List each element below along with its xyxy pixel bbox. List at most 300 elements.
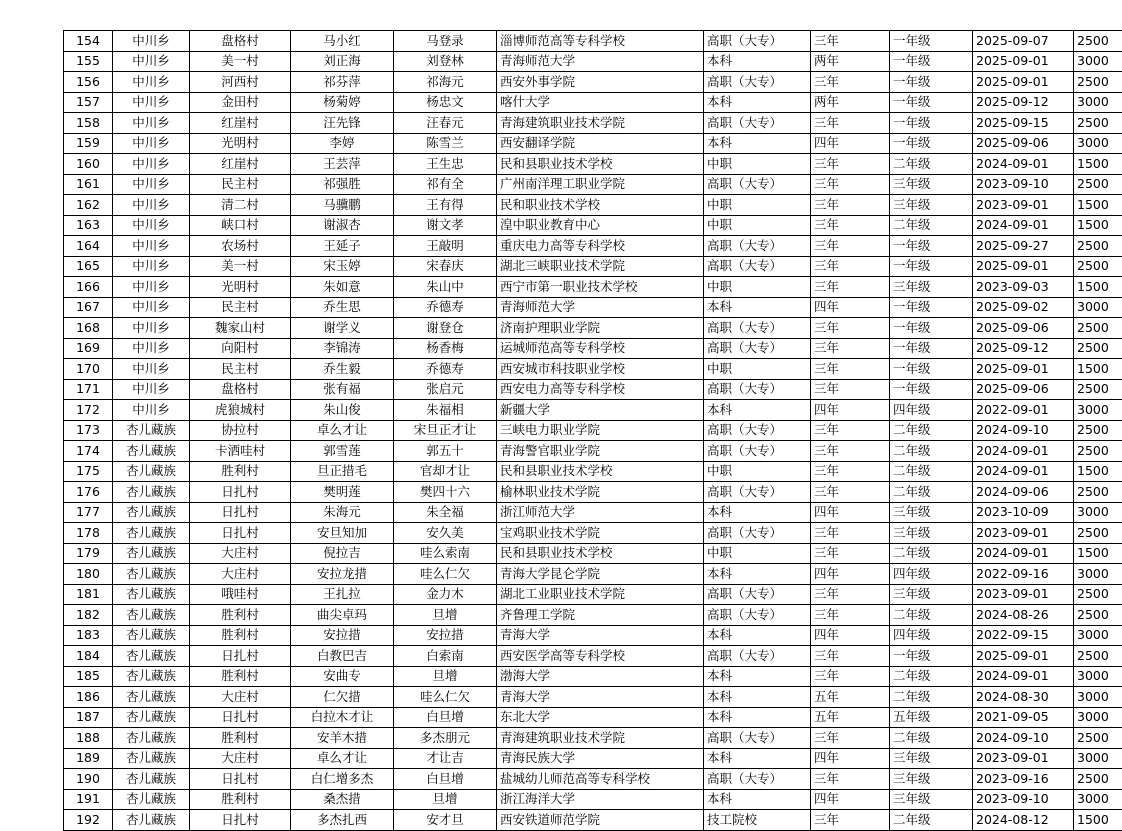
table-row bbox=[64, 707, 1122, 728]
cell-enrollment-date: 2024-09-01 bbox=[973, 441, 1074, 462]
cell-education-level: 本科 bbox=[704, 707, 811, 728]
cell-enrollment-date: 2022-09-01 bbox=[973, 400, 1074, 421]
cell-town: 中川乡 bbox=[113, 92, 190, 113]
cell-index: 176 bbox=[64, 482, 113, 503]
cell-town: 中川乡 bbox=[113, 359, 190, 380]
cell-subsidy-amount: 2500 bbox=[1074, 72, 1122, 93]
cell-guardian-name: 安才旦 bbox=[394, 810, 497, 831]
cell-index: 170 bbox=[64, 359, 113, 380]
cell-town: 中川乡 bbox=[113, 113, 190, 134]
cell-village: 胜利村 bbox=[190, 461, 291, 482]
table-row bbox=[64, 502, 1122, 523]
cell-enrollment-date: 2024-09-01 bbox=[973, 461, 1074, 482]
cell-index: 182 bbox=[64, 605, 113, 626]
cell-program-length: 三年 bbox=[811, 543, 890, 564]
cell-grade: 二年级 bbox=[890, 215, 973, 236]
cell-student-name: 王扎拉 bbox=[291, 584, 394, 605]
cell-program-length: 三年 bbox=[811, 215, 890, 236]
cell-guardian-name: 谢文孝 bbox=[394, 215, 497, 236]
cell-enrollment-date: 2025-09-06 bbox=[973, 318, 1074, 339]
table-row bbox=[64, 461, 1122, 482]
cell-subsidy-amount: 1500 bbox=[1074, 154, 1122, 175]
cell-index: 159 bbox=[64, 133, 113, 154]
cell-grade: 四年级 bbox=[890, 625, 973, 646]
cell-grade: 二年级 bbox=[890, 461, 973, 482]
cell-town: 杏儿藏族 bbox=[113, 482, 190, 503]
cell-town: 中川乡 bbox=[113, 195, 190, 216]
cell-school: 青海建筑职业技术学院 bbox=[497, 728, 704, 749]
cell-enrollment-date: 2025-09-02 bbox=[973, 297, 1074, 318]
table-row bbox=[64, 359, 1122, 380]
cell-enrollment-date: 2025-09-12 bbox=[973, 338, 1074, 359]
cell-index: 178 bbox=[64, 523, 113, 544]
cell-school: 青海大学昆仑学院 bbox=[497, 564, 704, 585]
cell-education-level: 本科 bbox=[704, 564, 811, 585]
cell-grade: 一年级 bbox=[890, 318, 973, 339]
cell-education-level: 高职（大专） bbox=[704, 236, 811, 257]
cell-village: 日扎村 bbox=[190, 482, 291, 503]
cell-enrollment-date: 2023-09-16 bbox=[973, 769, 1074, 790]
cell-enrollment-date: 2023-09-10 bbox=[973, 789, 1074, 810]
cell-village: 红崖村 bbox=[190, 113, 291, 134]
cell-subsidy-amount: 1500 bbox=[1074, 195, 1122, 216]
cell-grade: 一年级 bbox=[890, 359, 973, 380]
cell-school: 浙江海洋大学 bbox=[497, 789, 704, 810]
cell-education-level: 本科 bbox=[704, 133, 811, 154]
cell-village: 光明村 bbox=[190, 133, 291, 154]
cell-village: 协拉村 bbox=[190, 420, 291, 441]
cell-program-length: 三年 bbox=[811, 769, 890, 790]
cell-guardian-name: 郭五十 bbox=[394, 441, 497, 462]
table-row bbox=[64, 215, 1122, 236]
cell-town: 中川乡 bbox=[113, 379, 190, 400]
cell-guardian-name: 多杰朋元 bbox=[394, 728, 497, 749]
cell-education-level: 本科 bbox=[704, 625, 811, 646]
cell-village: 日扎村 bbox=[190, 523, 291, 544]
cell-subsidy-amount: 2500 bbox=[1074, 523, 1122, 544]
cell-index: 160 bbox=[64, 154, 113, 175]
cell-school: 济南护理职业学院 bbox=[497, 318, 704, 339]
cell-program-length: 四年 bbox=[811, 625, 890, 646]
cell-grade: 一年级 bbox=[890, 646, 973, 667]
cell-subsidy-amount: 1500 bbox=[1074, 461, 1122, 482]
cell-index: 190 bbox=[64, 769, 113, 790]
cell-village: 日扎村 bbox=[190, 646, 291, 667]
cell-subsidy-amount: 2500 bbox=[1074, 338, 1122, 359]
table-row bbox=[64, 338, 1122, 359]
cell-program-length: 四年 bbox=[811, 564, 890, 585]
cell-subsidy-amount: 3000 bbox=[1074, 666, 1122, 687]
cell-subsidy-amount: 3000 bbox=[1074, 92, 1122, 113]
cell-town: 杏儿藏族 bbox=[113, 461, 190, 482]
cell-grade: 一年级 bbox=[890, 72, 973, 93]
cell-student-name: 马骥鹏 bbox=[291, 195, 394, 216]
cell-student-name: 祁强胜 bbox=[291, 174, 394, 195]
cell-enrollment-date: 2023-09-01 bbox=[973, 748, 1074, 769]
cell-subsidy-amount: 2500 bbox=[1074, 441, 1122, 462]
cell-guardian-name: 白旦增 bbox=[394, 769, 497, 790]
cell-index: 181 bbox=[64, 584, 113, 605]
cell-school: 民和县职业技术学校 bbox=[497, 543, 704, 564]
cell-village: 金田村 bbox=[190, 92, 291, 113]
cell-town: 中川乡 bbox=[113, 154, 190, 175]
cell-grade: 一年级 bbox=[890, 31, 973, 52]
cell-program-length: 三年 bbox=[811, 646, 890, 667]
cell-school: 盐城幼儿师范高等专科学校 bbox=[497, 769, 704, 790]
cell-enrollment-date: 2025-09-27 bbox=[973, 236, 1074, 257]
cell-village: 美一村 bbox=[190, 51, 291, 72]
cell-enrollment-date: 2025-09-12 bbox=[973, 92, 1074, 113]
cell-program-length: 三年 bbox=[811, 482, 890, 503]
cell-village: 大庄村 bbox=[190, 543, 291, 564]
cell-village: 大庄村 bbox=[190, 748, 291, 769]
cell-school: 榆林职业技术学院 bbox=[497, 482, 704, 503]
table-row bbox=[64, 420, 1122, 441]
cell-education-level: 中职 bbox=[704, 195, 811, 216]
cell-index: 155 bbox=[64, 51, 113, 72]
cell-village: 日扎村 bbox=[190, 707, 291, 728]
cell-village: 民主村 bbox=[190, 359, 291, 380]
cell-school: 青海师范大学 bbox=[497, 297, 704, 318]
cell-education-level: 高职（大专） bbox=[704, 482, 811, 503]
table-row bbox=[64, 523, 1122, 544]
cell-student-name: 马小红 bbox=[291, 31, 394, 52]
cell-student-name: 安拉措 bbox=[291, 625, 394, 646]
cell-program-length: 三年 bbox=[811, 523, 890, 544]
cell-enrollment-date: 2023-09-10 bbox=[973, 174, 1074, 195]
cell-town: 中川乡 bbox=[113, 133, 190, 154]
cell-student-name: 王芸萍 bbox=[291, 154, 394, 175]
cell-subsidy-amount: 2500 bbox=[1074, 31, 1122, 52]
cell-grade: 一年级 bbox=[890, 133, 973, 154]
cell-index: 162 bbox=[64, 195, 113, 216]
cell-program-length: 三年 bbox=[811, 154, 890, 175]
cell-subsidy-amount: 2500 bbox=[1074, 318, 1122, 339]
cell-education-level: 本科 bbox=[704, 687, 811, 708]
cell-student-name: 李婷 bbox=[291, 133, 394, 154]
table-row bbox=[64, 297, 1122, 318]
table-row bbox=[64, 482, 1122, 503]
cell-subsidy-amount: 3000 bbox=[1074, 51, 1122, 72]
cell-village: 美一村 bbox=[190, 256, 291, 277]
cell-index: 163 bbox=[64, 215, 113, 236]
cell-index: 175 bbox=[64, 461, 113, 482]
cell-guardian-name: 杨忠文 bbox=[394, 92, 497, 113]
cell-town: 杏儿藏族 bbox=[113, 789, 190, 810]
cell-education-level: 高职（大专） bbox=[704, 584, 811, 605]
cell-guardian-name: 马登录 bbox=[394, 31, 497, 52]
cell-index: 186 bbox=[64, 687, 113, 708]
cell-student-name: 旦正措毛 bbox=[291, 461, 394, 482]
cell-town: 中川乡 bbox=[113, 338, 190, 359]
cell-village: 胜利村 bbox=[190, 728, 291, 749]
table-row bbox=[64, 605, 1122, 626]
cell-village: 向阳村 bbox=[190, 338, 291, 359]
cell-subsidy-amount: 3000 bbox=[1074, 687, 1122, 708]
cell-guardian-name: 祁有全 bbox=[394, 174, 497, 195]
cell-index: 183 bbox=[64, 625, 113, 646]
cell-education-level: 中职 bbox=[704, 461, 811, 482]
cell-subsidy-amount: 2500 bbox=[1074, 113, 1122, 134]
cell-guardian-name: 哇么仁欠 bbox=[394, 687, 497, 708]
cell-enrollment-date: 2023-09-01 bbox=[973, 523, 1074, 544]
table-row bbox=[64, 543, 1122, 564]
cell-town: 杏儿藏族 bbox=[113, 625, 190, 646]
cell-education-level: 本科 bbox=[704, 400, 811, 421]
cell-student-name: 谢学义 bbox=[291, 318, 394, 339]
cell-education-level: 高职（大专） bbox=[704, 256, 811, 277]
cell-student-name: 倪拉吉 bbox=[291, 543, 394, 564]
cell-index: 172 bbox=[64, 400, 113, 421]
cell-education-level: 高职（大专） bbox=[704, 441, 811, 462]
cell-town: 杏儿藏族 bbox=[113, 646, 190, 667]
cell-village: 大庄村 bbox=[190, 687, 291, 708]
cell-enrollment-date: 2025-09-06 bbox=[973, 133, 1074, 154]
cell-school: 新疆大学 bbox=[497, 400, 704, 421]
cell-school: 西安外事学院 bbox=[497, 72, 704, 93]
cell-student-name: 朱海元 bbox=[291, 502, 394, 523]
cell-guardian-name: 宋春庆 bbox=[394, 256, 497, 277]
cell-program-length: 四年 bbox=[811, 748, 890, 769]
cell-student-name: 安曲专 bbox=[291, 666, 394, 687]
cell-enrollment-date: 2025-09-15 bbox=[973, 113, 1074, 134]
cell-subsidy-amount: 3000 bbox=[1074, 133, 1122, 154]
cell-school: 重庆电力高等专科学校 bbox=[497, 236, 704, 257]
cell-enrollment-date: 2025-09-01 bbox=[973, 51, 1074, 72]
cell-subsidy-amount: 2500 bbox=[1074, 646, 1122, 667]
cell-enrollment-date: 2025-09-07 bbox=[973, 31, 1074, 52]
cell-guardian-name: 朱全福 bbox=[394, 502, 497, 523]
cell-education-level: 本科 bbox=[704, 666, 811, 687]
cell-grade: 三年级 bbox=[890, 769, 973, 790]
cell-grade: 一年级 bbox=[890, 379, 973, 400]
table-row bbox=[64, 72, 1122, 93]
cell-education-level: 高职（大专） bbox=[704, 72, 811, 93]
table-row bbox=[64, 31, 1122, 52]
cell-grade: 二年级 bbox=[890, 666, 973, 687]
cell-enrollment-date: 2024-09-01 bbox=[973, 215, 1074, 236]
cell-index: 177 bbox=[64, 502, 113, 523]
cell-guardian-name: 祁海元 bbox=[394, 72, 497, 93]
cell-enrollment-date: 2025-09-01 bbox=[973, 359, 1074, 380]
table-row bbox=[64, 769, 1122, 790]
cell-town: 中川乡 bbox=[113, 215, 190, 236]
cell-school: 西安城市科技职业学校 bbox=[497, 359, 704, 380]
cell-education-level: 本科 bbox=[704, 502, 811, 523]
roster-sheet bbox=[63, 30, 1060, 831]
cell-town: 中川乡 bbox=[113, 297, 190, 318]
cell-enrollment-date: 2025-09-01 bbox=[973, 646, 1074, 667]
cell-index: 191 bbox=[64, 789, 113, 810]
cell-village: 红崖村 bbox=[190, 154, 291, 175]
cell-grade: 二年级 bbox=[890, 728, 973, 749]
cell-program-length: 三年 bbox=[811, 584, 890, 605]
cell-subsidy-amount: 3000 bbox=[1074, 748, 1122, 769]
cell-school: 宝鸡职业技术学院 bbox=[497, 523, 704, 544]
cell-guardian-name: 旦增 bbox=[394, 789, 497, 810]
cell-grade: 三年级 bbox=[890, 584, 973, 605]
cell-enrollment-date: 2024-09-01 bbox=[973, 666, 1074, 687]
cell-grade: 一年级 bbox=[890, 113, 973, 134]
cell-education-level: 高职（大专） bbox=[704, 420, 811, 441]
cell-index: 164 bbox=[64, 236, 113, 257]
cell-grade: 二年级 bbox=[890, 420, 973, 441]
cell-program-length: 三年 bbox=[811, 195, 890, 216]
cell-guardian-name: 乔德寿 bbox=[394, 297, 497, 318]
cell-school: 西安翻译学院 bbox=[497, 133, 704, 154]
cell-enrollment-date: 2024-09-01 bbox=[973, 154, 1074, 175]
cell-education-level: 本科 bbox=[704, 748, 811, 769]
cell-subsidy-amount: 2500 bbox=[1074, 728, 1122, 749]
cell-subsidy-amount: 2500 bbox=[1074, 420, 1122, 441]
cell-school: 西安铁道师范学院 bbox=[497, 810, 704, 831]
cell-grade: 一年级 bbox=[890, 256, 973, 277]
cell-school: 青海民族大学 bbox=[497, 748, 704, 769]
cell-subsidy-amount: 3000 bbox=[1074, 707, 1122, 728]
cell-program-length: 三年 bbox=[811, 420, 890, 441]
cell-program-length: 三年 bbox=[811, 728, 890, 749]
cell-education-level: 高职（大专） bbox=[704, 769, 811, 790]
cell-town: 杏儿藏族 bbox=[113, 523, 190, 544]
cell-enrollment-date: 2021-09-05 bbox=[973, 707, 1074, 728]
cell-school: 青海师范大学 bbox=[497, 51, 704, 72]
cell-index: 173 bbox=[64, 420, 113, 441]
cell-program-length: 四年 bbox=[811, 400, 890, 421]
cell-index: 165 bbox=[64, 256, 113, 277]
cell-program-length: 五年 bbox=[811, 687, 890, 708]
cell-subsidy-amount: 1500 bbox=[1074, 215, 1122, 236]
cell-school: 淄博师范高等专科学校 bbox=[497, 31, 704, 52]
cell-town: 杏儿藏族 bbox=[113, 584, 190, 605]
cell-subsidy-amount: 2500 bbox=[1074, 379, 1122, 400]
cell-village: 胜利村 bbox=[190, 605, 291, 626]
table-row bbox=[64, 625, 1122, 646]
cell-guardian-name: 旦增 bbox=[394, 666, 497, 687]
cell-subsidy-amount: 2500 bbox=[1074, 482, 1122, 503]
cell-guardian-name: 宋旦正才让 bbox=[394, 420, 497, 441]
cell-grade: 三年级 bbox=[890, 195, 973, 216]
cell-town: 杏儿藏族 bbox=[113, 666, 190, 687]
cell-index: 180 bbox=[64, 564, 113, 585]
cell-enrollment-date: 2024-09-10 bbox=[973, 420, 1074, 441]
cell-village: 卡洒哇村 bbox=[190, 441, 291, 462]
cell-enrollment-date: 2024-08-26 bbox=[973, 605, 1074, 626]
cell-grade: 三年级 bbox=[890, 277, 973, 298]
cell-village: 日扎村 bbox=[190, 810, 291, 831]
cell-enrollment-date: 2024-08-30 bbox=[973, 687, 1074, 708]
cell-village: 日扎村 bbox=[190, 502, 291, 523]
cell-town: 杏儿藏族 bbox=[113, 769, 190, 790]
cell-subsidy-amount: 2500 bbox=[1074, 256, 1122, 277]
cell-town: 中川乡 bbox=[113, 277, 190, 298]
cell-student-name: 郭雪莲 bbox=[291, 441, 394, 462]
cell-town: 杏儿藏族 bbox=[113, 543, 190, 564]
cell-subsidy-amount: 2500 bbox=[1074, 236, 1122, 257]
cell-index: 166 bbox=[64, 277, 113, 298]
cell-education-level: 本科 bbox=[704, 297, 811, 318]
cell-village: 清二村 bbox=[190, 195, 291, 216]
cell-town: 杏儿藏族 bbox=[113, 707, 190, 728]
cell-student-name: 谢淑杏 bbox=[291, 215, 394, 236]
cell-program-length: 三年 bbox=[811, 461, 890, 482]
cell-student-name: 多杰扎西 bbox=[291, 810, 394, 831]
cell-index: 157 bbox=[64, 92, 113, 113]
cell-grade: 五年级 bbox=[890, 707, 973, 728]
cell-student-name: 安旦知加 bbox=[291, 523, 394, 544]
cell-education-level: 本科 bbox=[704, 789, 811, 810]
cell-guardian-name: 白索南 bbox=[394, 646, 497, 667]
cell-student-name: 樊明莲 bbox=[291, 482, 394, 503]
cell-program-length: 三年 bbox=[811, 379, 890, 400]
cell-grade: 三年级 bbox=[890, 174, 973, 195]
cell-student-name: 乔生思 bbox=[291, 297, 394, 318]
cell-guardian-name: 才让吉 bbox=[394, 748, 497, 769]
cell-student-name: 刘正海 bbox=[291, 51, 394, 72]
cell-subsidy-amount: 3000 bbox=[1074, 502, 1122, 523]
cell-town: 杏儿藏族 bbox=[113, 564, 190, 585]
cell-student-name: 宋玉婷 bbox=[291, 256, 394, 277]
cell-grade: 二年级 bbox=[890, 810, 973, 831]
cell-subsidy-amount: 3000 bbox=[1074, 400, 1122, 421]
cell-guardian-name: 王有得 bbox=[394, 195, 497, 216]
cell-program-length: 两年 bbox=[811, 51, 890, 72]
cell-grade: 四年级 bbox=[890, 564, 973, 585]
cell-student-name: 杨菊婷 bbox=[291, 92, 394, 113]
cell-program-length: 三年 bbox=[811, 338, 890, 359]
cell-enrollment-date: 2023-10-09 bbox=[973, 502, 1074, 523]
cell-town: 中川乡 bbox=[113, 318, 190, 339]
cell-education-level: 本科 bbox=[704, 51, 811, 72]
cell-index: 185 bbox=[64, 666, 113, 687]
cell-enrollment-date: 2024-09-06 bbox=[973, 482, 1074, 503]
cell-guardian-name: 王敲明 bbox=[394, 236, 497, 257]
cell-subsidy-amount: 2500 bbox=[1074, 174, 1122, 195]
cell-guardian-name: 谢登仓 bbox=[394, 318, 497, 339]
cell-guardian-name: 旦增 bbox=[394, 605, 497, 626]
table-row bbox=[64, 256, 1122, 277]
cell-village: 胜利村 bbox=[190, 789, 291, 810]
cell-village: 光明村 bbox=[190, 277, 291, 298]
cell-education-level: 高职（大专） bbox=[704, 605, 811, 626]
cell-school: 民和职业技术学校 bbox=[497, 195, 704, 216]
cell-village: 日扎村 bbox=[190, 769, 291, 790]
cell-school: 民和县职业技术学校 bbox=[497, 154, 704, 175]
table-row bbox=[64, 687, 1122, 708]
cell-index: 169 bbox=[64, 338, 113, 359]
table-row bbox=[64, 174, 1122, 195]
cell-grade: 四年级 bbox=[890, 400, 973, 421]
cell-village: 胜利村 bbox=[190, 666, 291, 687]
cell-grade: 一年级 bbox=[890, 92, 973, 113]
cell-grade: 一年级 bbox=[890, 51, 973, 72]
cell-enrollment-date: 2023-09-03 bbox=[973, 277, 1074, 298]
cell-education-level: 技工院校 bbox=[704, 810, 811, 831]
cell-guardian-name: 王生忠 bbox=[394, 154, 497, 175]
cell-school: 青海大学 bbox=[497, 625, 704, 646]
cell-program-length: 四年 bbox=[811, 502, 890, 523]
cell-student-name: 乔生毅 bbox=[291, 359, 394, 380]
table-row bbox=[64, 133, 1122, 154]
cell-index: 184 bbox=[64, 646, 113, 667]
cell-program-length: 三年 bbox=[811, 605, 890, 626]
table-row bbox=[64, 789, 1122, 810]
cell-school: 渤海大学 bbox=[497, 666, 704, 687]
cell-program-length: 三年 bbox=[811, 72, 890, 93]
cell-village: 虎狼城村 bbox=[190, 400, 291, 421]
cell-index: 168 bbox=[64, 318, 113, 339]
cell-index: 154 bbox=[64, 31, 113, 52]
cell-student-name: 安羊木措 bbox=[291, 728, 394, 749]
